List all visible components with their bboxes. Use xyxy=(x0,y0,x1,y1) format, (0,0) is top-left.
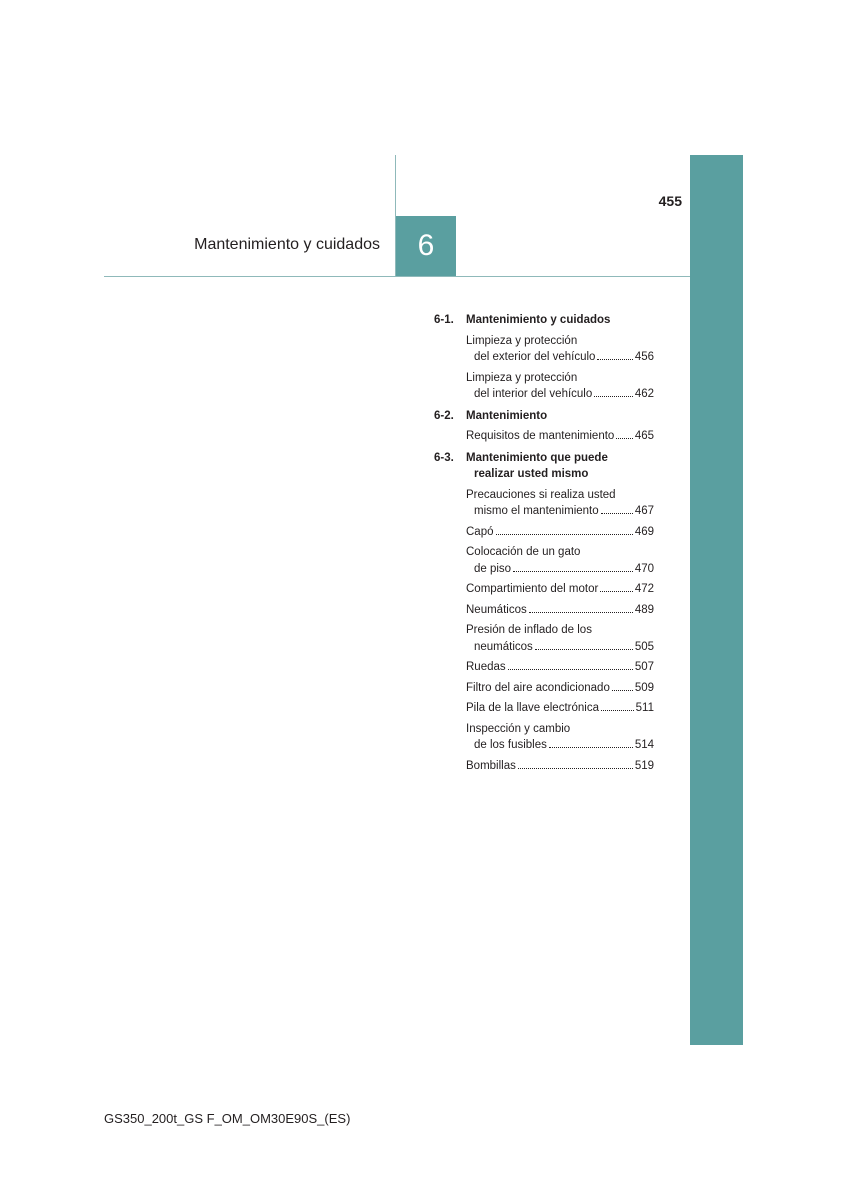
entry-title-line: Colocación de un gato xyxy=(466,546,581,558)
entry-title-text: Neumáticos xyxy=(466,603,527,616)
toc-entry xyxy=(466,721,654,754)
section-title-line: Mantenimiento que puede xyxy=(466,451,608,464)
entry-title-text: Compartimiento del motor xyxy=(466,583,599,595)
entry-title-text: de los fusibles xyxy=(474,739,547,751)
section-title xyxy=(466,408,654,425)
entry-title-text: Capó xyxy=(466,525,494,538)
entry-leader-line xyxy=(466,524,654,541)
entry-page-number: 470 xyxy=(634,562,654,575)
section-title xyxy=(466,312,654,329)
toc-entry xyxy=(466,680,654,697)
entry-page-number: 505 xyxy=(634,640,654,653)
entry-title-line: Precauciones si realiza usted xyxy=(466,488,616,501)
dot-leader xyxy=(594,396,633,397)
toc-entry xyxy=(466,622,654,655)
dot-leader xyxy=(597,359,632,360)
toc-entry xyxy=(466,370,654,403)
entry-page-number: 511 xyxy=(635,702,654,714)
entry-page-number: 456 xyxy=(634,351,654,363)
dot-leader xyxy=(508,669,633,670)
section-title xyxy=(466,450,654,483)
entry-title-text: de piso xyxy=(474,562,512,575)
entry-title-line: Limpieza y protección xyxy=(466,371,578,384)
toc-section-heading xyxy=(434,312,654,329)
table-of-contents xyxy=(434,312,654,774)
entry-page-number: 472 xyxy=(634,583,654,595)
toc-section-heading xyxy=(434,408,654,425)
entry-page-number: 519 xyxy=(634,759,654,772)
dot-leader xyxy=(535,649,633,650)
entry-leader-line xyxy=(466,386,654,403)
dot-leader xyxy=(600,591,633,592)
section-title-line: Mantenimiento xyxy=(466,409,548,422)
section-number: 6-1. xyxy=(434,314,454,326)
entry-page-number: 489 xyxy=(634,603,654,616)
entry-page-number: 469 xyxy=(634,525,654,538)
entry-page-number: 467 xyxy=(634,505,654,517)
dot-leader xyxy=(518,768,633,769)
toc-entry xyxy=(466,659,654,676)
entry-title-line: Inspección y cambio xyxy=(466,722,571,735)
toc-entry xyxy=(466,581,654,598)
entry-leader-line xyxy=(466,680,654,697)
entry-title-text: Ruedas xyxy=(466,661,506,673)
entry-leader-line xyxy=(466,737,654,754)
entry-page-number: 514 xyxy=(634,739,654,751)
toc-entry xyxy=(466,487,654,520)
toc-entry xyxy=(466,428,654,445)
entry-leader-line xyxy=(466,639,654,656)
entry-leader-line xyxy=(466,758,654,775)
entry-leader-line xyxy=(466,561,654,578)
entry-title-text: Requisitos de mantenimiento xyxy=(466,430,615,442)
dot-leader xyxy=(601,513,633,514)
section-number: 6-2. xyxy=(434,409,454,422)
entry-page-number: 509 xyxy=(634,681,654,694)
entry-title-text: neumáticos xyxy=(474,640,533,653)
entry-leader-line xyxy=(466,349,654,366)
section-title-line: Mantenimiento y cuidados xyxy=(466,314,611,326)
toc-entry xyxy=(466,333,654,366)
entry-title-text: mismo el mantenimiento xyxy=(474,505,599,517)
entry-title-text: Filtro del aire acondicionado xyxy=(466,681,610,694)
dot-leader xyxy=(549,747,633,748)
entry-title-text: Pila de la llave electrónica xyxy=(466,702,599,714)
toc-section-heading xyxy=(434,450,654,483)
section-title-line: realizar usted mismo xyxy=(474,468,589,480)
dot-leader xyxy=(513,571,633,572)
chapter-side-tab xyxy=(690,155,743,1045)
entry-page-number: 507 xyxy=(634,661,654,673)
toc-entry xyxy=(466,524,654,541)
toc-entry xyxy=(466,700,654,717)
entry-title-text: Bombillas xyxy=(466,759,516,772)
chapter-number-badge: 6 xyxy=(396,216,456,276)
toc-entry xyxy=(466,602,654,619)
entry-page-number: 462 xyxy=(634,388,654,400)
entry-leader-line xyxy=(466,428,654,445)
entry-leader-line xyxy=(466,503,654,520)
chapter-title: Mantenimiento y cuidados xyxy=(194,236,380,253)
entry-leader-line xyxy=(466,659,654,676)
entry-title-line: Limpieza y protección xyxy=(466,334,578,347)
page-number: 455 xyxy=(658,193,682,209)
toc-entry xyxy=(466,758,654,775)
section-number: 6-3. xyxy=(434,451,454,464)
dot-leader xyxy=(529,612,633,613)
entry-title-text: del interior del vehículo xyxy=(474,388,593,400)
entry-leader-line xyxy=(466,700,654,717)
entry-leader-line xyxy=(466,602,654,619)
entry-title-line: Presión de inflado de los xyxy=(466,624,592,636)
toc-entry xyxy=(466,544,654,577)
dot-leader xyxy=(496,534,633,535)
document-footer-code: GS350_200t_GS F_OM_OM30E90S_(ES) xyxy=(104,1111,351,1126)
dot-leader xyxy=(601,710,634,711)
dot-leader xyxy=(616,438,633,439)
entry-leader-line xyxy=(466,581,654,598)
entry-page-number: 465 xyxy=(634,430,654,442)
dot-leader xyxy=(612,690,633,691)
header-horizontal-rule xyxy=(104,276,690,277)
entry-title-text: del exterior del vehículo xyxy=(474,351,596,363)
